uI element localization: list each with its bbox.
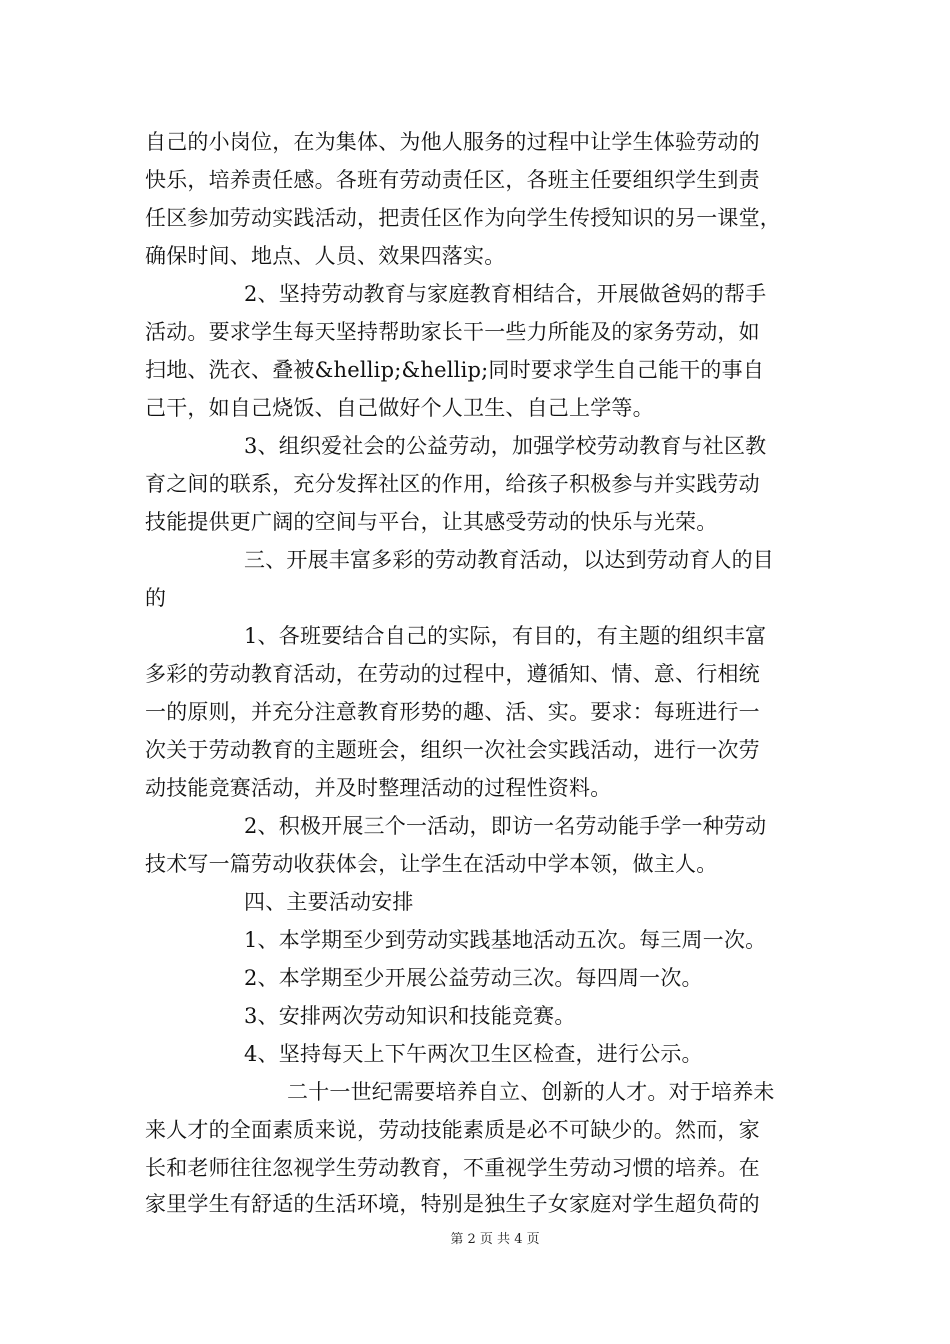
- section-heading: 三、开展丰富多彩的劳动教育活动，以达到劳动育人的目: [244, 548, 774, 572]
- text-line: 确保时间、地点、人员、效果四落实。: [145, 244, 506, 268]
- list-item: 2、本学期至少开展公益劳动三次。每四周一次。: [244, 966, 703, 990]
- text-line: 家里学生有舒适的生活环境，特别是独生子女家庭对学生超负荷的: [145, 1192, 760, 1216]
- text-line: 动技能竞赛活动，并及时整理活动的过程性资料。: [145, 776, 612, 800]
- section-heading: 四、主要活动安排: [244, 890, 414, 914]
- text-line: 己干，如自己烧饭、自己做好个人卫生、自己上学等。: [145, 396, 654, 420]
- text-line: 一的原则，并充分注意教育形势的趣、活、实。要求：每班进行一: [145, 700, 760, 724]
- text-line: 二十一世纪需要培养自立、创新的人才。对于培养未: [287, 1080, 775, 1104]
- text-line: 快乐，培养责任感。各班有劳动责任区，各班主任要组织学生到责: [145, 168, 760, 192]
- text-line: 活动。要求学生每天坚持帮助家长干一些力所能及的家务劳动，如: [145, 320, 760, 344]
- list-item: 4、坚持每天上下午两次卫生区检查，进行公示。: [244, 1042, 703, 1066]
- text-line: 扫地、洗衣、叠被&hellip;&hellip;同时要求学生自己能干的事自: [145, 358, 765, 382]
- text-line: 技术写一篇劳动收获体会，让学生在活动中学本领，做主人。: [145, 852, 718, 876]
- text-line: 的: [145, 586, 167, 610]
- list-item: 1、本学期至少到劳动实践基地活动五次。每三周一次。: [244, 928, 767, 952]
- list-item: 3、安排两次劳动知识和技能竞赛。: [244, 1004, 576, 1028]
- text-line: 来人才的全面素质来说，劳动技能素质是必不可缺少的。然而，家: [145, 1118, 760, 1142]
- text-line: 次关于劳动教育的主题班会，组织一次社会实践活动，进行一次劳: [145, 738, 760, 762]
- page-footer: 第 2 页 共 4 页: [450, 1232, 540, 1247]
- text-line: 1、各班要结合自己的实际，有目的，有主题的组织丰富: [244, 624, 767, 648]
- text-line: 2、积极开展三个一活动，即访一名劳动能手学一种劳动: [244, 814, 767, 838]
- text-line: 长和老师往往忽视学生劳动教育，不重视学生劳动习惯的培养。在: [145, 1156, 760, 1180]
- text-line: 3、组织爱社会的公益劳动，加强学校劳动教育与社区教: [244, 434, 767, 458]
- text-line: 任区参加劳动实践活动，把责任区作为向学生传授知识的另一课堂，: [145, 206, 781, 230]
- text-line: 2、坚持劳动教育与家庭教育相结合，开展做爸妈的帮手: [244, 282, 767, 306]
- text-line: 技能提供更广阔的空间与平台，让其感受劳动的快乐与光荣。: [145, 510, 718, 534]
- text-line: 育之间的联系，充分发挥社区的作用，给孩子积极参与并实践劳动: [145, 472, 760, 496]
- text-line: 自己的小岗位，在为集体、为他人服务的过程中让学生体验劳动的: [145, 130, 760, 154]
- text-line: 多彩的劳动教育活动，在劳动的过程中，遵循知、情、意、行相统: [145, 662, 760, 686]
